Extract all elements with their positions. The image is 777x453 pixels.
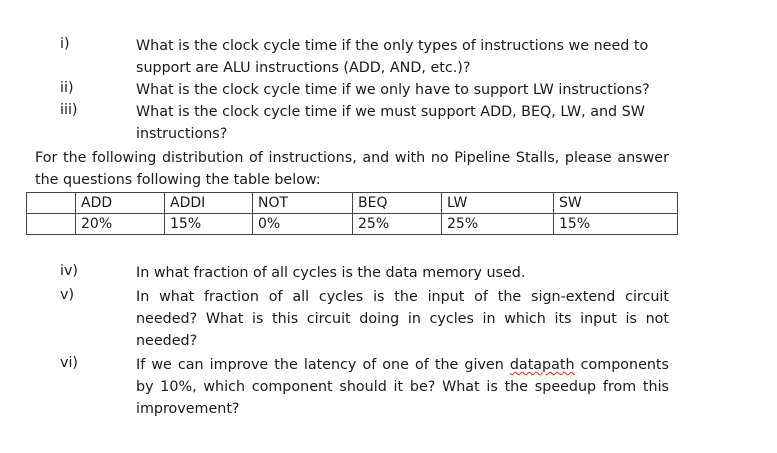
question-number: iv) [60, 263, 79, 279]
question-number: vi) [60, 355, 79, 371]
table-row [27, 214, 678, 235]
table-cell: SW [554, 193, 678, 214]
spellcheck-marked-word: datapath [509, 357, 575, 373]
table-cell: 15% [165, 214, 253, 235]
question-text-part: components by 10%, which component should it be? What is the speedup from this improvement? [136, 357, 669, 417]
table-cell: NOT [253, 193, 353, 214]
instruction-distribution-table [26, 192, 678, 235]
question-text [136, 354, 669, 420]
table-cell [27, 214, 76, 235]
table-cell: LW [442, 193, 554, 214]
table-cell [27, 193, 76, 214]
table-cell: 15% [554, 214, 678, 235]
question-number: v) [60, 287, 75, 303]
question-number: ii) [60, 80, 74, 96]
question-text: What is the clock cycle time if we only have to support LW instructions? [136, 82, 650, 98]
question-number: i) [60, 36, 70, 52]
table-cell: 25% [442, 214, 554, 235]
question-text: What is the clock cycle time if we must support ADD, BEQ, LW, and SW instructions? [136, 104, 645, 142]
question-number: iii) [60, 102, 78, 118]
table-cell: BEQ [353, 193, 442, 214]
question-text: What is the clock cycle time if the only types of instructions we need to support are ALU instructions (ADD, AND, etc.)? [136, 38, 649, 76]
table-cell: 25% [353, 214, 442, 235]
question-text: In what fraction of all cycles is the input of the sign-extend circuit needed? What is this circuit doing in cycles in which its input is not needed? [136, 289, 669, 349]
intro-paragraph: For the following distribution of instructions, and with no Pipeline Stalls, please answer the questions following the table below: [35, 150, 669, 188]
question-text-part: If we can improve the latency of one of the given [136, 357, 510, 373]
table-header-row [27, 193, 678, 214]
table-cell: 20% [76, 214, 165, 235]
table-cell: 0% [253, 214, 353, 235]
table-cell: ADDI [165, 193, 253, 214]
question-text: In what fraction of all cycles is the data memory used. [136, 265, 526, 281]
table-cell: ADD [76, 193, 165, 214]
